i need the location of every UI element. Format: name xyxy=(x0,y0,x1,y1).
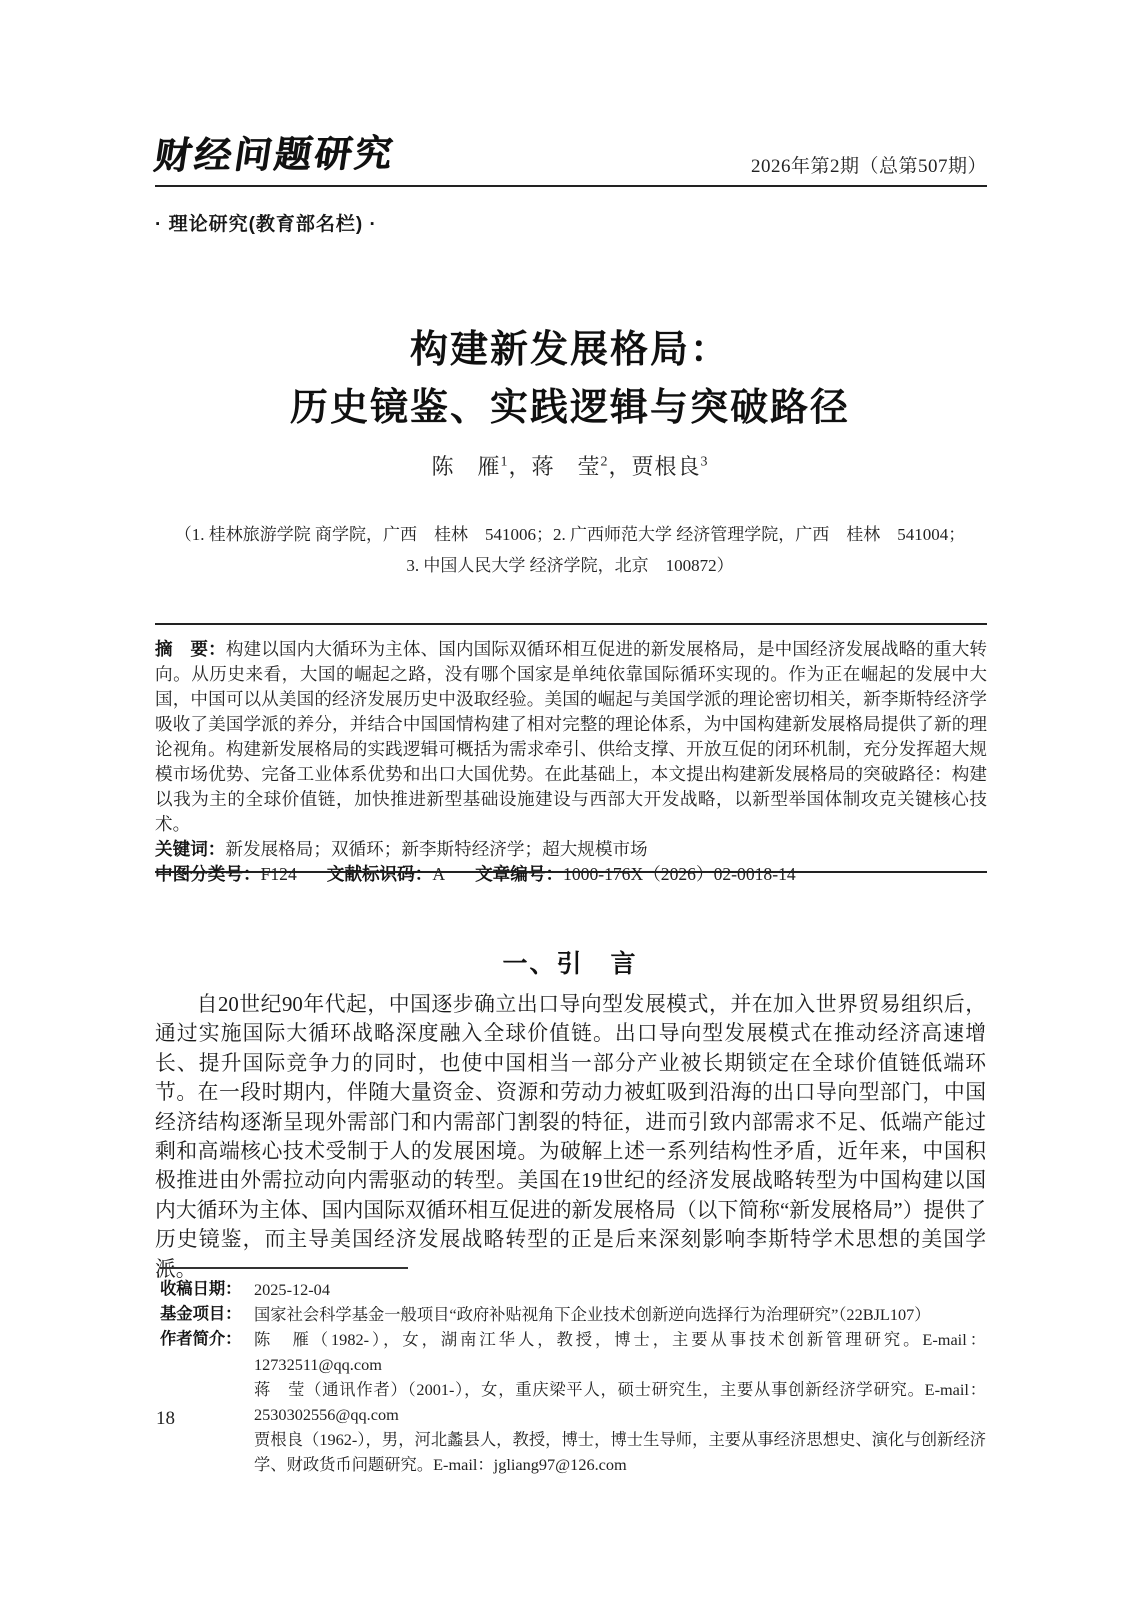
author-name: 贾根良 xyxy=(631,454,701,479)
author-separator: ， xyxy=(608,454,632,479)
abstract-paragraph xyxy=(155,637,987,837)
doc-code-label: 文献标识码： xyxy=(326,864,433,884)
affiliation-line1: （1. 桂林旅游学院 商学院，广西 桂林 541006；2. 广西师范大学 经济管理学院，广西 桂林 541004； xyxy=(174,525,966,544)
article-title xyxy=(0,321,1140,437)
column-label: · 理论研究(教育部名栏) · xyxy=(155,214,377,235)
author-bio: 蒋 莹（通讯作者）（2001-），女，重庆梁平人，硕士研究生，主要从事创新经济学研究。E-mail：2530302556@qq.com xyxy=(254,1380,986,1424)
doc-code-group xyxy=(327,864,445,884)
page-number: 18 xyxy=(156,1408,175,1429)
doc-code-value: A xyxy=(432,864,446,884)
author-affil-marker: 3 xyxy=(700,454,709,470)
affiliation-line2: 3. 中国人民大学 经济学院，北京 100872） xyxy=(406,556,734,575)
author-line xyxy=(0,450,1140,481)
author-name: 陈 雁 xyxy=(431,454,501,479)
author-bio: 陈 雁（1982-），女，湖南江华人，教授，博士，主要从事技术创新管理研究。E-mail：12732511@qq.com xyxy=(254,1330,986,1374)
received-date-row xyxy=(160,1277,986,1302)
fund-value: 国家社会科学基金一般项目“政府补贴视角下企业技术创新逆向选择行为治理研究”（22BJL107） xyxy=(254,1305,931,1324)
keywords-text: 新发展格局；双循环；新李斯特经济学；超大规模市场 xyxy=(225,839,648,859)
classification-line xyxy=(155,862,987,887)
issue-info: 2026年第2期（总第507期） xyxy=(750,156,987,177)
keywords-label: 关键词： xyxy=(155,839,226,859)
received-date-value: 2025-12-04 xyxy=(254,1280,330,1299)
fund-label: 基金项目： xyxy=(160,1305,242,1323)
article-title-line2: 历史镜鉴、实践逻辑与突破路径 xyxy=(289,387,850,429)
page-header xyxy=(151,128,987,187)
clc-label: 中图分类号： xyxy=(155,864,261,884)
abstract-block xyxy=(155,623,987,887)
footnote-block xyxy=(160,1277,986,1477)
author-separator: ， xyxy=(508,454,532,479)
author-bio-row xyxy=(160,1327,986,1477)
author-bio: 贾根良（1962-），男，河北蠡县人，教授，博士，博士生导师，主要从事经济思想史、演化与创新经济学、财政货币问题研究。E-mail：jgliang97@126.com xyxy=(254,1430,986,1474)
article-id-label: 文章编号： xyxy=(475,864,564,884)
author-name: 蒋 莹 xyxy=(531,454,601,479)
abstract-label: 摘 要： xyxy=(155,639,226,659)
article-title-line1: 构建新发展格局： xyxy=(409,329,730,371)
section-heading: 一、引 言 xyxy=(502,950,638,978)
affiliations xyxy=(0,519,1140,581)
abstract-text: 构建以国内大循环为主体、国内国际双循环相互促进的新发展格局，是中国经济发展战略的重大转向。从历史来看，大国的崛起之路，没有哪个国家是单纯依靠国际循环实现的。作为正在崛起的发展中大国，中国可以从美国的经济发展历史中汲取经验。美国的崛起与美国学派的理论密切相关，新李斯特经济学吸收了美国学派的养分，并结合中国国情构建了相对完整的理论体系，为中国构建新发展格局提供了新的理论视角。构建新发展格局的实践逻辑可概括为需求牵引、供给支撑、开放互促的闭环机制，充分发挥超大规模市场优势、完备工业体系优势和出口大国优势。在此基础上，本文提出构建新发展格局的突破路径：构建以我为主的全球价值链，加快推进新型基础设施建设与西部大开发战略，以新型举国体制攻克关键核心技术。 xyxy=(155,639,987,834)
clc-group xyxy=(155,864,297,884)
journal-logo: 财经问题研究 xyxy=(151,130,399,178)
clc-value: F124 xyxy=(260,864,297,884)
fund-row xyxy=(160,1302,986,1327)
intro-paragraph: 自20世纪90年代起，中国逐步确立出口导向型发展模式，并在加入世界贸易组织后，通过实施国际大循环战略深度融入全球价值链。出口导向型发展模式在推动经济高速增长、提升国际竞争力的同时，也使中国相当一部分产业被长期锁定在全球价值链低端环节。在一段时期内，伴随大量资金、资源和劳动力被虹吸到沿海的出口导向型部门，中国经济结构逐渐呈现外需部门和内需部门割裂的特征，进而引致内部需求不足、低端产能过剩和高端核心技术受制于人的发展困境。为破解上述一系列结构性矛盾，近年来，中国积极推进由外需拉动向内需驱动的转型。美国在19世纪的经济发展战略转型为中国构建以国内大循环为主体、国内国际双循环相互促进的新发展格局（以下简称“新发展格局”）提供了历史镜鉴，而主导美国经济发展战略转型的正是后来深刻影响李斯特学术思想的美国学派。 xyxy=(155,993,986,1281)
keywords-line xyxy=(155,837,987,862)
abstract-bottom-rule xyxy=(155,871,987,873)
author-bio-label: 作者简介： xyxy=(160,1330,242,1348)
author-bios xyxy=(254,1327,986,1477)
article-id-group xyxy=(475,864,796,884)
author-affil-marker: 2 xyxy=(600,454,609,470)
article-id-value: 1000-176X（2026）02-0018-14 xyxy=(563,864,796,884)
author-affil-marker: 1 xyxy=(500,454,509,470)
footnote-rule xyxy=(160,1267,408,1269)
received-date-label: 收稿日期： xyxy=(160,1280,242,1298)
